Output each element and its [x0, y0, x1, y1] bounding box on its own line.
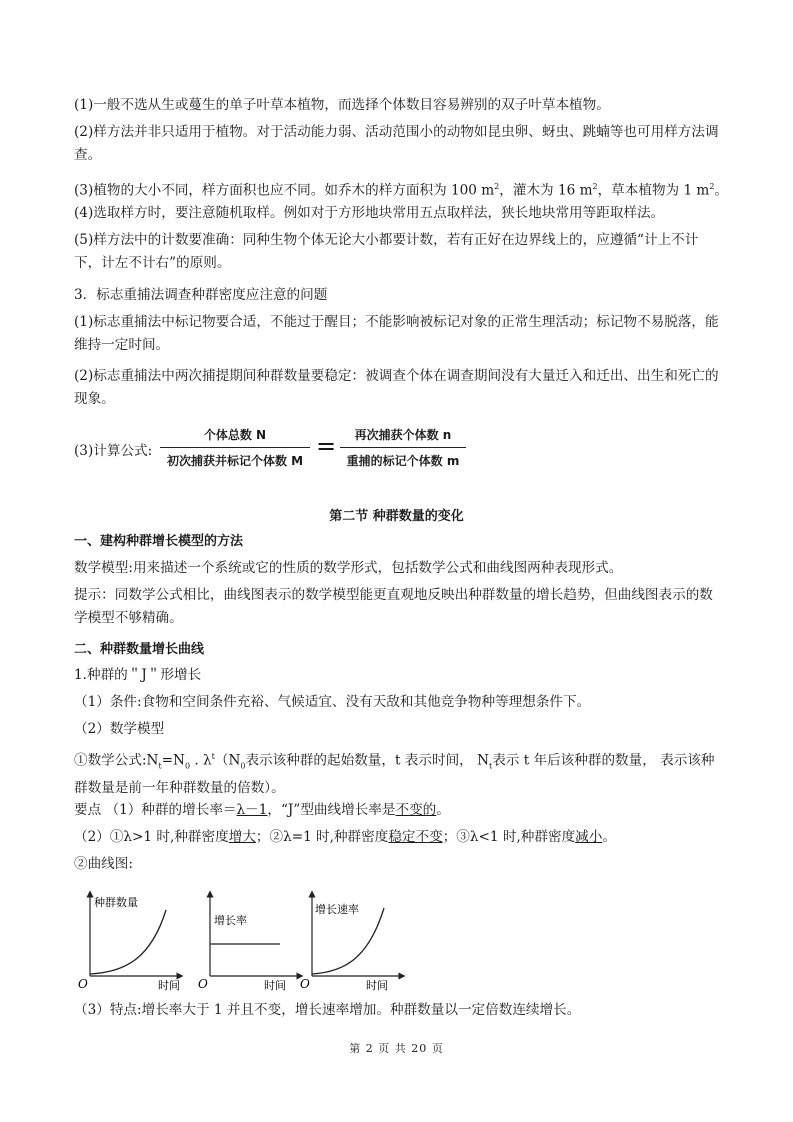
graph-origin: O: [78, 977, 88, 991]
formula-text: 表示该种群的起始数量，t 表示时间， N: [245, 752, 489, 769]
formula-label: (3)计算公式:: [74, 443, 153, 459]
graph-xlabel: 时间: [158, 979, 180, 992]
j-condition: （1）条件:食物和空间条件充裕、气候适宜、没有天敌和其他竞争物种等理想条件下。: [74, 694, 591, 710]
note-item-3-text: (3)植物的大小不同，样方面积也应不同。如乔木的样方面积为 100 m: [74, 182, 495, 199]
lambda-text: 。: [602, 829, 616, 845]
mark-recapture-heading: 3．标志重捕法调查种群密度应注意的问题: [74, 287, 328, 303]
key-point-line: [74, 799, 722, 822]
subscript: 0: [240, 761, 246, 771]
page-footer: 第 2 页 共 20 页: [349, 1042, 444, 1055]
formula-left-numerator: 个体总数 N: [203, 428, 267, 442]
model-definition: 数学模型:用来描述一个系统或它的性质的数学形式，包括数学公式和曲线图两种表现形式。: [74, 560, 623, 576]
math-formula-paragraph: [74, 745, 722, 800]
graph-population-count: [76, 888, 186, 993]
formula-left-fraction: [160, 426, 310, 469]
formula-text: ①数学公式:N: [74, 752, 159, 769]
lambda-text: （2）①λ>1 时,种群密度: [74, 829, 229, 845]
curve-label: ②曲线图:: [74, 856, 133, 872]
superscript: t: [211, 752, 215, 761]
superscript: 2: [592, 182, 598, 191]
graph-growth-rate: [196, 888, 306, 993]
formula-right-denominator: 重捕的标记个体数 m: [346, 454, 460, 468]
graph-xlabel: 时间: [264, 979, 286, 992]
subscript: t: [488, 761, 493, 771]
lambda-line: [74, 826, 722, 849]
note-item-5: (5)样方法中的计数要准确：同种生物个体无论大小都要计数，若有正好在边界线上的，应遵循“计上不计下，计左不计右”的原则。: [74, 232, 699, 271]
superscript: 2: [494, 182, 500, 191]
note-item-4: (4)选取样方时，要注意随机取样。例如对于方形地块常用五点取样法，狭长地块常用等距取样法。: [74, 205, 665, 221]
lambda-text: ；②λ=1 时,种群密度: [255, 829, 389, 845]
graph-ylabel: 增长率: [214, 914, 247, 927]
lambda-underlined: 减小: [575, 829, 603, 845]
heading-growth-curve: 二、种群数量增长曲线: [74, 642, 205, 657]
formula-text: 表示 t 年后该种群的数量， 表示该种群数量是前一年种群数量的倍数）。: [74, 752, 715, 797]
heading-model-method: 一、建构种群增长模型的方法: [74, 534, 244, 549]
math-model-title: （2）数学模型: [74, 721, 165, 737]
note-item-3-text: 。: [714, 182, 729, 199]
note-item-3-text: ，灌木为 16 m: [499, 182, 593, 199]
formula-text: . λ: [190, 752, 212, 769]
graph-growth-speed: [298, 888, 408, 993]
feature-line: （3）特点:增长率大于 1 并且不变，增长速率增加。种群数量以一定倍数连续增长。: [74, 1002, 581, 1018]
graph-origin: O: [300, 977, 310, 991]
tip-paragraph: 提示：同数学公式相比，曲线图表示的数学模型能更直观地反映出种群数量的增长趋势，但曲线图表示的数学模型不够精确。: [74, 587, 713, 626]
mark-recapture-item-1: (1)标志重捕法中标记物要合适，不能过于醒目；不能影响被标记对象的正常生理活动；标记物不易脱落，能维持一定时间。: [74, 314, 719, 353]
lambda-underlined: 稳定不变: [388, 829, 443, 845]
graph-xlabel: 时间: [366, 979, 388, 992]
key-text: 要点 （1）种群的增长率＝: [74, 802, 237, 818]
key-underlined: λ－1: [236, 802, 268, 818]
key-text: ，“J”型曲线增长率是: [267, 802, 396, 818]
section-title: 第二节 种群数量的变化: [329, 509, 464, 524]
formula-left-denominator: 初次捕获并标记个体数 M: [166, 454, 304, 468]
subscript: t: [158, 761, 162, 771]
graph-origin: O: [198, 977, 208, 991]
formula-text: （N: [214, 752, 241, 769]
key-underlined: 不变的: [395, 802, 437, 818]
note-item-1: (1)一般不选从生或蔓生的单子叶草本植物，而选择个体数目容易辨别的双子叶草本植物。: [74, 97, 610, 113]
j-curve: [90, 910, 166, 974]
superscript: 2: [709, 182, 715, 191]
note-item-3-text: ，草本植物为 1 m: [597, 182, 710, 199]
formula-text: =N: [161, 752, 185, 769]
note-item-2: (2)样方法并非只适用于植物。对于活动能力弱、活动范围小的动物如昆虫卵、蚜虫、跳蝻等也可用样方法调查。: [74, 124, 719, 163]
j-curve: [312, 908, 384, 974]
lambda-underlined: 增大: [228, 829, 256, 845]
lambda-text: ；③λ<1 时,种群密度: [442, 829, 576, 845]
mark-recapture-item-2: (2)标志重捕法中两次捕提期间种群数量要稳定：被调查个体在调查期间没有大量迁入和迁出、出生和死亡的现象。: [74, 368, 719, 407]
key-text: 。: [436, 802, 450, 818]
graph-ylabel: 增长速率: [315, 903, 359, 916]
formula-right-fraction: [340, 426, 466, 469]
graph-ylabel: 种群数量: [94, 896, 138, 909]
j-growth-title: 1.种群的＂J＂形增长: [74, 667, 202, 683]
subscript: 0: [184, 761, 191, 771]
formula-right-numerator: 再次捕获个体数 n: [354, 428, 452, 442]
note-item-3: [74, 175, 729, 203]
equals-sign: =: [316, 432, 337, 460]
